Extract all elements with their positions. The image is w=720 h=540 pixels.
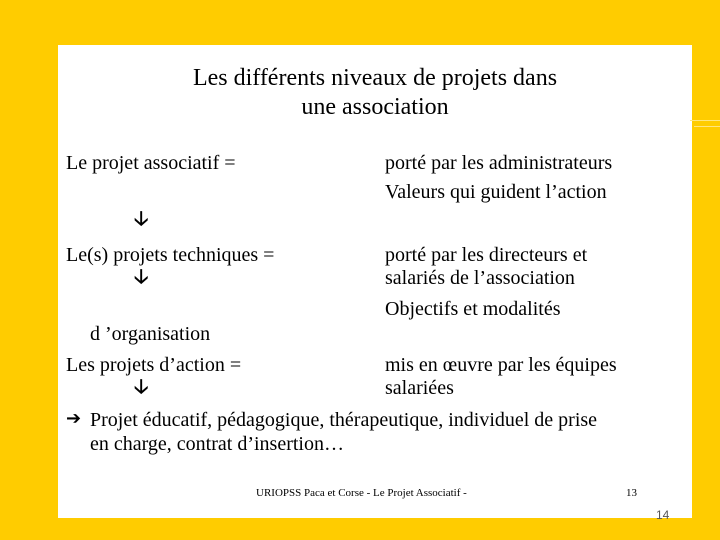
footer-slide-number: 13 <box>626 487 637 499</box>
associative-project-carrier: porté par les administrateurs <box>385 152 613 174</box>
slide-title <box>58 64 692 122</box>
associative-project-label: Le projet associatif = <box>66 152 236 174</box>
page-number: 14 <box>656 508 670 522</box>
action-projects-carrier-1: mis en œuvre par les équipes <box>385 354 617 376</box>
technical-projects-organisation: d ’organisation <box>90 323 211 345</box>
technical-projects-carrier-2: salariés de l’association <box>385 267 575 289</box>
action-projects-label: Les projets d’action = <box>66 354 242 376</box>
associative-project-values: Valeurs qui guident l’action <box>385 181 607 203</box>
right-arrow-icon: ➔ <box>66 408 82 429</box>
project-types-line-1: Projet éducatif, pédagogique, thérapeutique, individuel de prise <box>90 409 598 431</box>
title-line-1: Les différents niveaux de projets dans <box>192 65 558 91</box>
decorative-line <box>690 120 720 121</box>
technical-projects-label: Le(s) projets techniques = <box>66 244 275 266</box>
footer-source: URIOPSS Paca et Corse - Le Projet Associatif - <box>256 487 467 499</box>
action-projects-carrier-2: salariées <box>385 377 454 399</box>
technical-projects-carrier-1: porté par les directeurs et <box>385 244 588 266</box>
decorative-line <box>694 126 720 127</box>
technical-projects-objectives: Objectifs et modalités <box>385 298 561 320</box>
project-types-line-2: en charge, contrat d’insertion… <box>90 433 344 455</box>
down-arrow-icon: 🡣 <box>134 206 149 230</box>
title-line-2: une association <box>301 94 449 120</box>
down-arrow-icon: 🡣 <box>134 374 149 398</box>
down-arrow-icon: 🡣 <box>134 264 149 288</box>
